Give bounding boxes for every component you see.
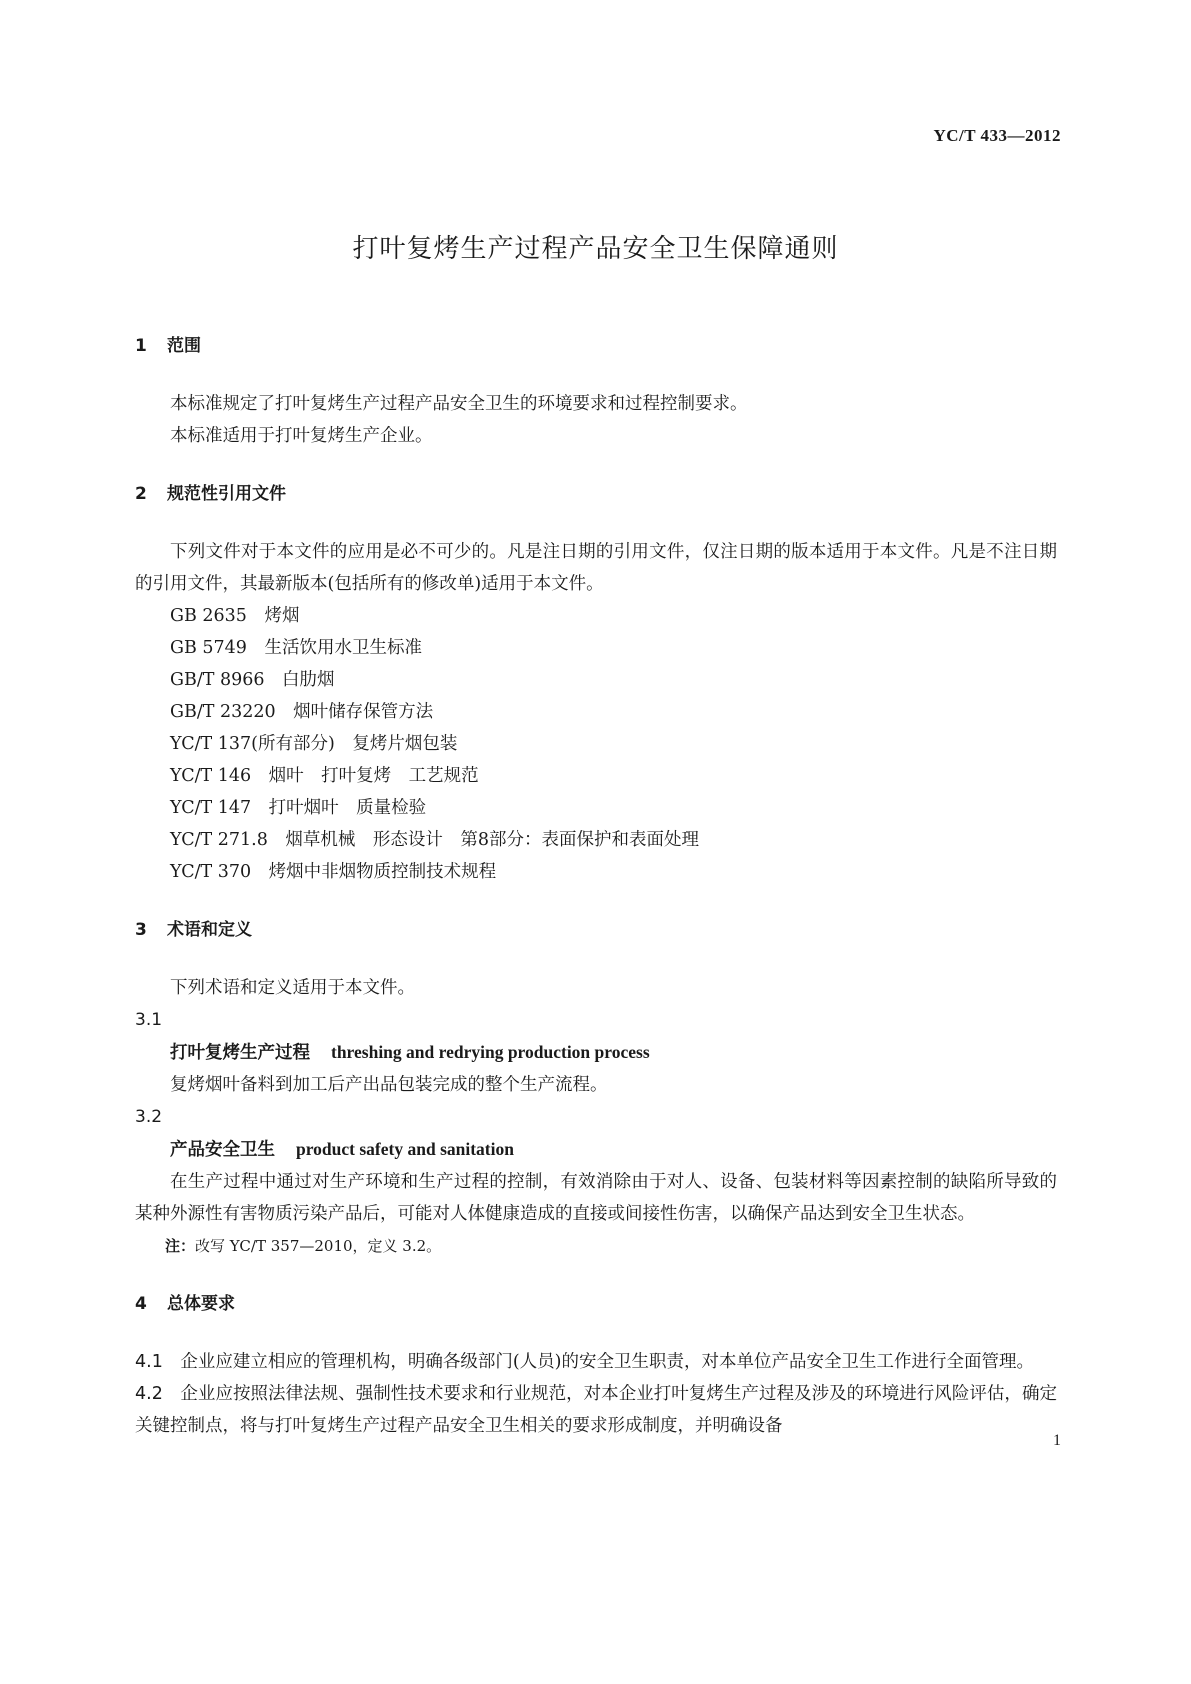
section-3-heading — [135, 914, 1057, 946]
scope-paragraph: 本标准适用于打叶复烤生产企业。 — [170, 426, 433, 446]
reference-item — [135, 632, 1057, 664]
reference-title: 烟叶 打叶复烤 工艺规范 — [268, 766, 479, 786]
section-title: 范围 — [167, 336, 201, 356]
term-entry — [135, 1036, 1057, 1069]
reference-item — [135, 824, 1057, 856]
reference-item — [135, 696, 1057, 728]
term-chinese: 打叶复烤生产过程 — [170, 1043, 310, 1063]
clause-text: 企业应按照法律法规、强制性技术要求和行业规范，对本企业打叶复烤生产过程及涉及的环境进行风险评估，确定关键控制点，将与打叶复烤生产过程产品安全卫生相关的要求形成制度，并明确设备 — [135, 1384, 1057, 1436]
reference-title: 烤烟中非烟物质控制技术规程 — [268, 862, 497, 882]
reference-code: YC/T 146 — [170, 766, 252, 786]
scope-paragraph: 本标准规定了打叶复烤生产过程产品安全卫生的环境要求和过程控制要求。 — [170, 394, 748, 414]
reference-code: GB 5749 — [170, 638, 247, 658]
term-english: product safety and sanitation — [296, 1139, 514, 1159]
reference-code: GB/T 8966 — [170, 670, 265, 690]
reference-code: GB 2635 — [170, 606, 247, 626]
term-english: threshing and redrying production process — [331, 1042, 650, 1062]
term-note — [135, 1230, 1057, 1262]
clause — [135, 1378, 1057, 1442]
section-number: 1 — [135, 336, 147, 356]
section-title: 规范性引用文件 — [167, 484, 286, 504]
term-entry — [135, 1133, 1057, 1166]
section-title: 术语和定义 — [167, 920, 252, 940]
reference-code: GB/T 23220 — [170, 702, 276, 722]
reference-title: 打叶烟叶 质量检验 — [268, 798, 427, 818]
standard-code: YC/T 433—2012 — [933, 126, 1061, 145]
section-4-heading — [135, 1288, 1057, 1320]
section-number: 4 — [135, 1294, 147, 1314]
section-1-heading — [135, 330, 1057, 362]
term-number: 3.2 — [135, 1107, 163, 1127]
term-definition: 在生产过程中通过对生产环境和生产过程的控制，有效消除由于对人、设备、包装材料等因素控制的缺陷所导致的某种外源性有害物质污染产品后，可能对人体健康造成的直接或间接性伤害，以确保产品达到安全卫生状态。 — [135, 1172, 1057, 1224]
terms-intro: 下列术语和定义适用于本文件。 — [170, 978, 415, 998]
term-number: 3.1 — [135, 1010, 163, 1030]
references-intro: 下列文件对于本文件的应用是必不可少的。凡是注日期的引用文件，仅注日期的版本适用于本文件。凡是不注日期的引用文件，其最新版本(包括所有的修改单)适用于本文件。 — [135, 542, 1057, 594]
term-chinese: 产品安全卫生 — [170, 1140, 275, 1160]
reference-title: 生活饮用水卫生标准 — [264, 638, 422, 658]
section-title: 总体要求 — [167, 1294, 235, 1314]
note-text: 改写 YC/T 357—2010，定义 3.2。 — [195, 1237, 442, 1255]
reference-title: 复烤片烟包装 — [352, 734, 458, 754]
reference-title: 白肋烟 — [282, 670, 335, 690]
reference-item — [135, 664, 1057, 696]
reference-title: 烟叶储存保管方法 — [293, 702, 434, 722]
reference-code: YC/T 137(所有部分) — [170, 734, 335, 754]
term-definition: 复烤烟叶备料到加工后产出品包装完成的整个生产流程。 — [170, 1075, 608, 1095]
clause — [135, 1346, 1057, 1378]
document-body — [135, 330, 1057, 1442]
section-2-heading — [135, 478, 1057, 510]
reference-item — [135, 856, 1057, 888]
reference-item — [135, 728, 1057, 760]
reference-item — [135, 792, 1057, 824]
document-title: 打叶复烤生产过程产品安全卫生保障通则 — [352, 234, 839, 264]
reference-title: 烤烟 — [264, 606, 300, 626]
reference-title: 烟草机械 形态设计 第8部分：表面保护和表面处理 — [285, 830, 700, 850]
note-label: 注： — [165, 1237, 196, 1255]
page-number: 1 — [1053, 1432, 1061, 1449]
reference-item — [135, 760, 1057, 792]
clause-number: 4.1 — [135, 1352, 163, 1372]
reference-code: YC/T 370 — [170, 862, 252, 882]
reference-code: YC/T 271.8 — [170, 830, 268, 850]
clause-text: 企业应建立相应的管理机构，明确各级部门(人员)的安全卫生职责，对本单位产品安全卫生工作进行全面管理。 — [180, 1352, 1034, 1372]
section-number: 3 — [135, 920, 147, 940]
reference-item — [135, 600, 1057, 632]
clause-number: 4.2 — [135, 1384, 163, 1404]
reference-code: YC/T 147 — [170, 798, 252, 818]
section-number: 2 — [135, 484, 147, 504]
